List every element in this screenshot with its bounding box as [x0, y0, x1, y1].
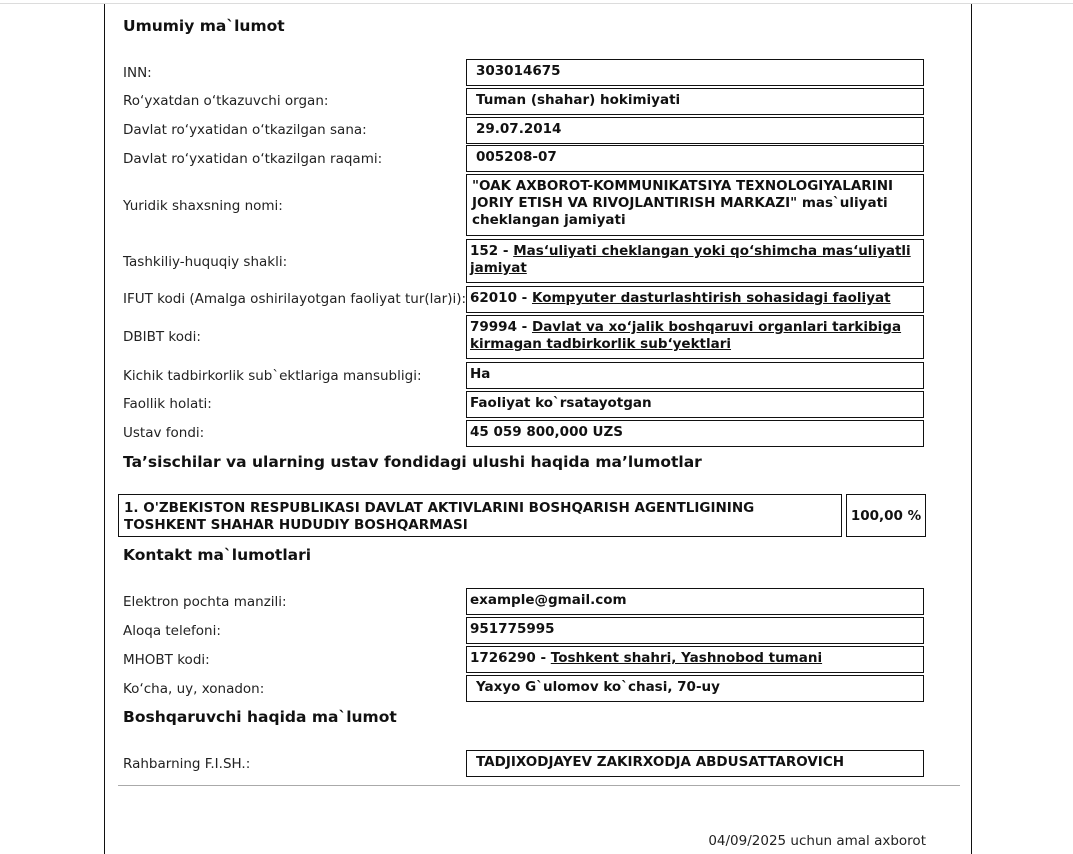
label-phone: Aloqa telefoni: [123, 623, 221, 639]
label-registering-organ: Ro‘yxatdan o‘tkazuvchi organ: [123, 93, 329, 109]
value-registration-number: 005208-07 [466, 145, 924, 172]
label-ifut-code: IFUT kodi (Amalga oshirilayotgan faoliyat tur(lar)i): [123, 291, 467, 307]
value-dbibt-code: 79994 - Davlat va xo‘jalik boshqaruvi organlari tarkibiga kirmagan tadbirkorlik sub‘yektlari [466, 315, 924, 359]
mhobt-link[interactable]: Toshkent shahri, Yashnobod tumani [550, 650, 823, 666]
footer-divider [118, 785, 960, 786]
value-email: example@gmail.com [466, 588, 924, 615]
label-inn: INN: [123, 65, 152, 81]
value-charter-capital: 45 059 800,000 UZS [466, 420, 924, 447]
value-manager-name: TADJIXODJAYEV ZAKIRXODJA ABDUSATTAROVICH [466, 750, 924, 777]
label-legal-form: Tashkiliy-huquqiy shakli: [123, 254, 288, 270]
mhobt-code: 1726290 [470, 650, 536, 666]
value-address: Yaxyo G`ulomov ko`chasi, 70-uy [466, 675, 924, 702]
ifut-link[interactable]: Kompyuter dasturlashtirish sohasidagi faoliyat [531, 290, 891, 306]
ifut-code: 62010 [470, 290, 517, 306]
section-title-general: Umumiy ma`lumot [123, 17, 285, 35]
label-dbibt-code: DBIBT kodi: [123, 329, 201, 345]
label-charter-capital: Ustav fondi: [123, 425, 205, 441]
section-title-manager: Boshqaruvchi haqida ma`lumot [123, 708, 397, 726]
dbibt-code: 79994 [470, 319, 517, 335]
value-legal-name: "OAK AXBOROT-KOMMUNIKATSIYA TEXNOLOGIYALARINI JORIY ETISH VA RIVOJLANTIRISH MARKAZI" mas`uliyati cheklangan jamiyati [466, 174, 924, 236]
value-inn: 303014675 [466, 59, 924, 86]
value-registration-date: 29.07.2014 [466, 117, 924, 144]
legal-form-link[interactable]: Mas‘uliyati cheklangan yoki qo‘shimcha mas‘uliyatli jamiyat [470, 243, 911, 276]
label-small-business: Kichik tadbirkorlik sub`ektlariga mansubligi: [123, 368, 422, 384]
footer-validity-note: 04/09/2025 uchun amal axborot [708, 833, 926, 849]
value-registering-organ: Tuman (shahar) hokimiyati [466, 88, 924, 115]
founder-name: 1. O'ZBEKISTON RESPUBLIKASI DAVLAT AKTIVLARINI BOSHQARISH AGENTLIGINING TOSHKENT SHAHAR HUDUDIY BOSHQARMASI [118, 494, 842, 537]
section-title-founders: Ta’sischilar va ularning ustav fondidagi ulushi haqida ma’lumotlar [123, 453, 702, 471]
label-mhobt-code: MHOBT kodi: [123, 652, 210, 668]
label-registration-number: Davlat ro‘yxatidan o‘tkazilgan raqami: [123, 151, 383, 167]
value-activity-status: Faoliyat ko`rsatayotgan [466, 391, 924, 418]
label-manager-name: Rahbarning F.I.SH.: [123, 756, 251, 772]
value-legal-form: 152 - Mas‘uliyati cheklangan yoki qo‘shimcha mas‘uliyatli jamiyat [466, 239, 924, 283]
label-legal-name: Yuridik shaxsning nomi: [123, 198, 283, 214]
founder-share: 100,00 % [846, 494, 926, 537]
section-title-contact: Kontakt ma`lumotlari [123, 546, 312, 564]
value-mhobt-code: 1726290 - Toshkent shahri, Yashnobod tumani [466, 646, 924, 673]
value-phone: 951775995 [466, 617, 924, 644]
label-activity-status: Faollik holati: [123, 396, 212, 412]
label-registration-date: Davlat ro‘yxatidan o‘tkazilgan sana: [123, 122, 367, 138]
document-page [104, 4, 972, 854]
label-address: Ko‘cha, uy, xonadon: [123, 681, 265, 697]
label-email: Elektron pochta manzili: [123, 594, 287, 610]
legal-form-code: 152 [470, 243, 499, 259]
value-ifut-code: 62010 - Kompyuter dasturlashtirish sohasidagi faoliyat [466, 286, 924, 313]
value-small-business: Ha [466, 362, 924, 389]
dbibt-link[interactable]: Davlat va xo‘jalik boshqaruvi organlari tarkibiga kirmagan tadbirkorlik sub‘yektlari [470, 319, 902, 352]
